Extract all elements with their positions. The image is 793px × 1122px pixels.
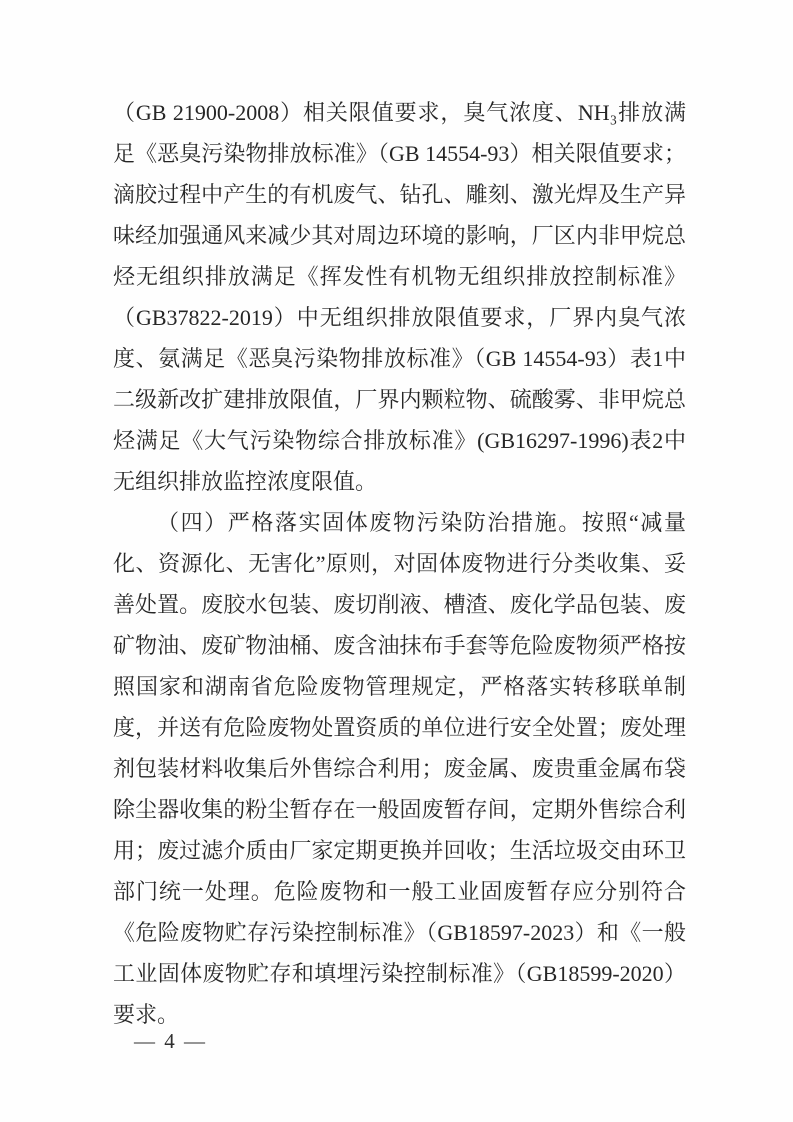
paragraph-air-emissions: （GB 21900-2008）相关限值要求，臭气浓度、NH₃排放满足《恶臭污染物排放标准》（GB 14554-93）相关限值要求；滴胶过程中产生的有机废气、钻孔、雕刻、激光焊及生产异味经加强通风来减少其对周边环境的影响，厂区内非甲烷总烃无组织排放满足《挥发性有机物无组织排放控制标准》（GB37822-2019）中无组织排放限值要求，厂界内臭气浓度、氨满足《恶臭污染物排放标准》（GB 14554-93）表1中二级新改扩建排放限值，厂界内颗粒物、硫酸雾、非甲烷总烃满足《大气污染物综合排放标准》(GB16297-1996)表2中无组织排放监控浓度限值。 — [113, 100, 686, 494]
paragraph-solid-waste: （四）严格落实固体废物污染防治措施。按照“减量化、资源化、无害化”原则，对固体废物进行分类收集、妥善处置。废胶水包装、废切削液、槽渣、废化学品包装、废矿物油、废矿物油桶、废含油抹布手套等危险废物须严格按照国家和湖南省危险废物管理规定，严格落实转移联单制度，并送有危险废物处置资质的单位进行安全处置；废处理剂包装材料收集后外售综合利用；废金属、废贵重金属布袋除尘器收集的粉尘暂存在一般固废暂存间，定期外售综合利用；废过滤介质由厂家定期更换并回收；生活垃圾交由环卫部门统一处理。危险废物和一般工业固废暂存应分别符合《危险废物贮存污染控制标准》（GB18597-2023）和《一般工业固体废物贮存和填埋污染控制标准》（GB18599-2020）要求。 — [113, 510, 686, 1027]
document-body — [113, 92, 686, 1035]
page-number: — 4 — — [134, 1029, 207, 1053]
